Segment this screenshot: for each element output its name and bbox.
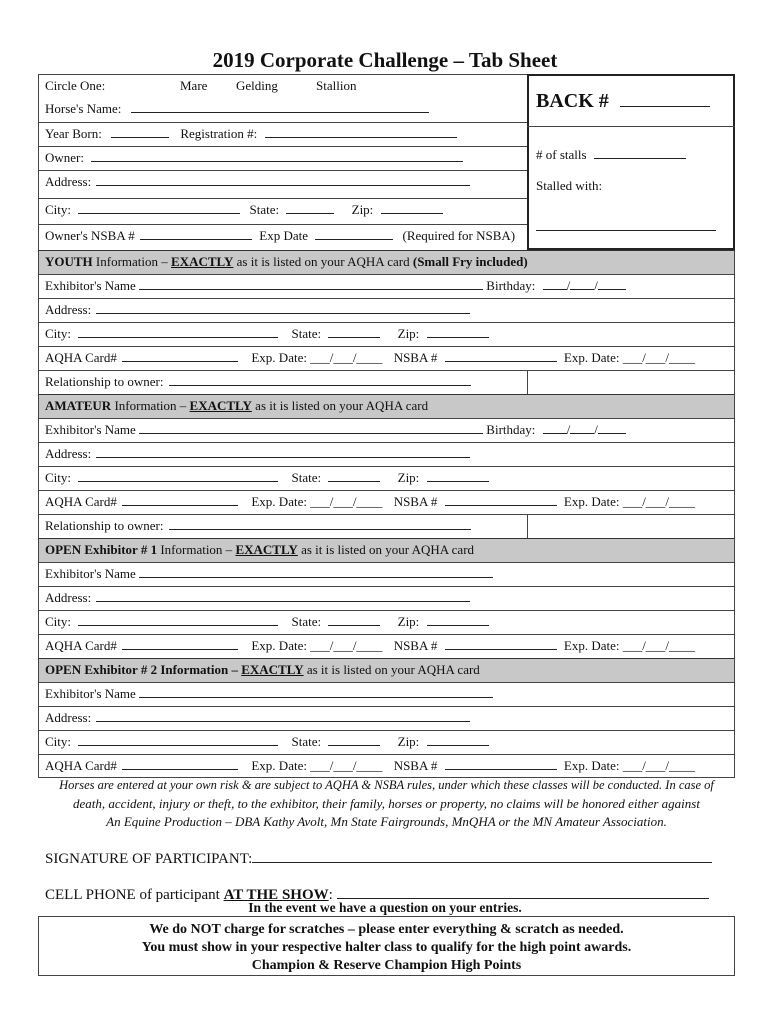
open1-nsba-label: NSBA #	[393, 638, 438, 653]
horse-name-field[interactable]	[131, 98, 429, 113]
youth-as-listed: as it is listed on your AQHA card	[236, 254, 410, 269]
youth-address-field[interactable]	[96, 299, 470, 314]
amateur-address-row	[38, 442, 735, 466]
amateur-info-dash: Information –	[114, 398, 187, 413]
open2-address-row	[38, 706, 735, 730]
youth-nsba-field[interactable]	[445, 347, 557, 362]
youth-city-row	[38, 322, 735, 346]
amateur-relationship-label: Relationship to owner:	[45, 518, 164, 533]
owner-city-label: City:	[45, 202, 72, 217]
notes-line-2: You must show in your respective halter class to qualify for the high point awards.	[141, 940, 632, 955]
youth-zip-label: Zip:	[397, 326, 420, 341]
owner-nsba-label: Owner's NSBA #	[45, 228, 135, 243]
open1-nsba-exp-field[interactable]: ___/___/____	[622, 638, 695, 653]
open2-exhibitor-row	[38, 682, 735, 706]
gelding-option[interactable]: Gelding	[236, 78, 278, 93]
disclaimer-line-1: Horses are entered at your own risk & are subject to AQHA & NSBA rules, under which these classes will be conducted. In case of	[59, 778, 714, 792]
amateur-relationship-row	[38, 514, 735, 538]
open1-info-dash: Information –	[160, 542, 233, 557]
horse-name-label: Horse's Name:	[45, 101, 122, 116]
back-number-label: BACK #	[536, 90, 609, 112]
amateur-birthday-day[interactable]	[570, 419, 594, 434]
open2-exactly: EXACTLY	[241, 662, 304, 677]
youth-city-field[interactable]	[78, 323, 278, 338]
open1-as-listed: as it is listed on your AQHA card	[301, 542, 475, 557]
open2-exhibitor-field[interactable]	[139, 683, 493, 698]
notes-box	[38, 916, 735, 976]
open2-nsba-label: NSBA #	[393, 758, 438, 773]
open2-aqha-exp-field[interactable]: ___/___/____	[310, 758, 383, 773]
stalled-with-label: Stalled with:	[536, 178, 603, 193]
youth-info-dash: Information –	[95, 254, 168, 269]
youth-birthday-month[interactable]	[543, 275, 567, 290]
amateur-address-field[interactable]	[96, 443, 470, 458]
amateur-label: AMATEUR	[45, 398, 112, 413]
year-born-row	[38, 122, 528, 146]
amateur-city-field[interactable]	[78, 467, 278, 482]
youth-state-field[interactable]	[328, 323, 380, 338]
open2-aqha-field[interactable]	[122, 755, 238, 770]
amateur-as-listed: as it is listed on your AQHA card	[255, 398, 429, 413]
open2-aqha-exp-label: Exp. Date:	[251, 758, 307, 773]
registration-label: Registration #:	[180, 126, 258, 141]
open1-nsba-field[interactable]	[445, 635, 557, 650]
open2-aqha-label: AQHA Card#	[45, 758, 117, 773]
open1-zip-label: Zip:	[397, 614, 420, 629]
year-born-field[interactable]	[111, 123, 169, 138]
open2-address-label: Address:	[45, 710, 92, 725]
amateur-exhibitor-row: Exhibitor's Name Birthday: / /	[38, 418, 735, 442]
open1-label: OPEN Exhibitor # 1	[45, 542, 158, 557]
open1-exhibitor-field[interactable]	[139, 563, 493, 578]
youth-exhibitor-field[interactable]	[139, 275, 483, 290]
amateur-birthday-month[interactable]	[543, 419, 567, 434]
circle-one-row	[38, 74, 528, 98]
owner-field[interactable]	[91, 147, 463, 162]
owner-city-field[interactable]	[78, 199, 240, 214]
open2-section-header	[38, 658, 735, 682]
open1-aqha-exp-field[interactable]: ___/___/____	[310, 638, 383, 653]
amateur-state-field[interactable]	[328, 467, 380, 482]
amateur-birthday-year[interactable]	[598, 419, 626, 434]
signature-field[interactable]	[252, 846, 712, 863]
youth-relationship-label: Relationship to owner:	[45, 374, 164, 389]
owner-nsba-field[interactable]	[140, 225, 252, 240]
owner-state-field[interactable]	[286, 199, 334, 214]
amateur-city-label: City:	[45, 470, 72, 485]
event-note: In the event we have a question on your entries.	[248, 900, 522, 915]
open2-address-field[interactable]	[96, 707, 470, 722]
open1-zip-field[interactable]	[427, 611, 489, 626]
open1-state-label: State:	[291, 614, 322, 629]
open2-state-label: State:	[291, 734, 322, 749]
amateur-nsba-label: NSBA #	[393, 494, 438, 509]
youth-nsba-exp-field[interactable]: ___/___/____	[622, 350, 695, 365]
amateur-exhibitor-field[interactable]	[139, 419, 483, 434]
cell-phone-field[interactable]	[337, 882, 709, 899]
owner-nsba-row	[38, 224, 528, 248]
youth-aqha-field[interactable]	[122, 347, 238, 362]
open2-nsba-field[interactable]	[445, 755, 557, 770]
open2-city-label: City:	[45, 734, 72, 749]
open1-nsba-exp-label: Exp. Date:	[563, 638, 620, 653]
owner-address-field[interactable]	[96, 171, 470, 186]
open1-exactly: EXACTLY	[235, 542, 298, 557]
open1-aqha-exp-label: Exp. Date:	[251, 638, 307, 653]
youth-aqha-exp-label: Exp. Date:	[251, 350, 307, 365]
youth-exhibitor-label: Exhibitor's Name	[45, 278, 136, 293]
owner-zip-label: Zip:	[351, 202, 374, 217]
amateur-city-row	[38, 466, 735, 490]
amateur-nsba-exp-field[interactable]: ___/___/____	[622, 494, 695, 509]
open1-address-row	[38, 586, 735, 610]
amateur-exhibitor-label: Exhibitor's Name	[45, 422, 136, 437]
open2-zip-label: Zip:	[397, 734, 420, 749]
at-the-show: AT THE SHOW	[223, 887, 329, 903]
open1-city-label: City:	[45, 614, 72, 629]
youth-birthday-label: Birthday:	[486, 278, 536, 293]
stalls-label: # of stalls	[536, 147, 587, 162]
youth-relationship-field[interactable]	[169, 371, 471, 386]
amateur-aqha-row	[38, 490, 735, 514]
open1-exhibitor-label: Exhibitor's Name	[45, 566, 136, 581]
amateur-birthday-label: Birthday:	[486, 422, 536, 437]
horse-name-row	[38, 98, 528, 122]
signature-label: SIGNATURE OF PARTICIPANT:	[45, 851, 253, 867]
open1-city-field[interactable]	[78, 611, 278, 626]
amateur-aqha-exp-field[interactable]: ___/___/____	[310, 494, 383, 509]
amateur-relationship-field[interactable]	[169, 515, 471, 530]
owner-address-row	[38, 170, 528, 194]
amateur-section-header	[38, 394, 735, 418]
youth-aqha-exp-field[interactable]: ___/___/____	[310, 350, 383, 365]
registration-field[interactable]	[265, 123, 457, 138]
owner-address-label: Address:	[45, 174, 92, 189]
youth-birthday-day[interactable]	[570, 275, 594, 290]
open2-nsba-exp-label: Exp. Date:	[563, 758, 620, 773]
amateur-exactly: EXACTLY	[189, 398, 252, 413]
youth-address-row	[38, 298, 735, 322]
disclaimer-line-2: death, accident, injury or theft, to the exhibitor, their family, horses or property, no claims will be honored either against	[73, 796, 700, 811]
open2-aqha-row	[38, 754, 735, 778]
owner-zip-field[interactable]	[381, 199, 443, 214]
page-title: 2019 Corporate Challenge – Tab Sheet	[212, 48, 558, 72]
open1-aqha-row	[38, 634, 735, 658]
open2-label: OPEN Exhibitor # 2 Information –	[45, 662, 238, 677]
owner-city-row	[38, 198, 528, 222]
notes-line-1: We do NOT charge for scratches – please enter everything & scratch as needed.	[149, 922, 624, 937]
owner-row	[38, 146, 528, 170]
youth-section-header	[38, 250, 735, 274]
open1-section-header	[38, 538, 735, 562]
amateur-aqha-label: AQHA Card#	[45, 494, 117, 509]
open1-state-field[interactable]	[328, 611, 380, 626]
open2-as-listed: as it is listed on your AQHA card	[306, 662, 480, 677]
youth-exhibitor-row: Exhibitor's Name Birthday: / /	[38, 274, 735, 298]
open1-aqha-label: AQHA Card#	[45, 638, 117, 653]
youth-suffix: (Small Fry included)	[412, 254, 528, 269]
open1-aqha-field[interactable]	[122, 635, 238, 650]
open2-city-field[interactable]	[78, 731, 278, 746]
youth-birthday-year[interactable]	[598, 275, 626, 290]
youth-zip-field[interactable]	[427, 323, 489, 338]
youth-relationship-row	[38, 370, 735, 394]
open1-exhibitor-row	[38, 562, 735, 586]
youth-nsba-label: NSBA #	[393, 350, 438, 365]
amateur-zip-label: Zip:	[397, 470, 420, 485]
open2-state-field[interactable]	[328, 731, 380, 746]
owner-state-label: State:	[249, 202, 280, 217]
owner-exp-date-label: Exp Date	[259, 228, 308, 243]
open1-address-field[interactable]	[96, 587, 470, 602]
year-born-label: Year Born:	[45, 126, 102, 141]
back-number-field[interactable]	[620, 88, 710, 107]
open1-city-row	[38, 610, 735, 634]
open2-exhibitor-label: Exhibitor's Name	[45, 686, 136, 701]
youth-address-label: Address:	[45, 302, 92, 317]
youth-exactly: EXACTLY	[171, 254, 234, 269]
mare-option[interactable]: Mare	[180, 78, 208, 93]
required-nsba-note: (Required for NSBA)	[402, 228, 516, 243]
youth-aqha-row	[38, 346, 735, 370]
open1-address-label: Address:	[45, 590, 92, 605]
youth-city-label: City:	[45, 326, 72, 341]
cell-phone-label: CELL PHONE of participant	[45, 887, 220, 903]
owner-label: Owner:	[45, 150, 84, 165]
table-right-border	[734, 250, 735, 778]
back-number-box	[527, 74, 735, 250]
owner-exp-date-field[interactable]	[315, 225, 393, 240]
open2-city-row	[38, 730, 735, 754]
youth-aqha-label: AQHA Card#	[45, 350, 117, 365]
amateur-nsba-field[interactable]	[445, 491, 557, 506]
open2-nsba-exp-field[interactable]: ___/___/____	[622, 758, 695, 773]
circle-one-label: Circle One:	[45, 78, 106, 93]
amateur-aqha-field[interactable]	[122, 491, 238, 506]
youth-label: YOUTH	[45, 254, 93, 269]
stallion-option[interactable]: Stallion	[316, 78, 357, 93]
amateur-zip-field[interactable]	[427, 467, 489, 482]
stalled-with-field[interactable]	[536, 216, 716, 231]
notes-line-3: Champion & Reserve Champion High Points	[251, 958, 522, 973]
amateur-aqha-exp-label: Exp. Date:	[251, 494, 307, 509]
amateur-nsba-exp-label: Exp. Date:	[563, 494, 620, 509]
signature-row	[45, 846, 712, 868]
amateur-address-label: Address:	[45, 446, 92, 461]
open2-zip-field[interactable]	[427, 731, 489, 746]
cell-colon: :	[328, 887, 333, 903]
youth-state-label: State:	[291, 326, 322, 341]
stalls-field[interactable]	[594, 144, 686, 159]
disclaimer-line-3: An Equine Production – DBA Kathy Avolt, Mn State Fairgrounds, MnQHA or the MN Amateur Association.	[106, 814, 667, 829]
youth-nsba-exp-label: Exp. Date:	[563, 350, 620, 365]
table-left-border	[38, 74, 39, 778]
amateur-state-label: State:	[291, 470, 322, 485]
